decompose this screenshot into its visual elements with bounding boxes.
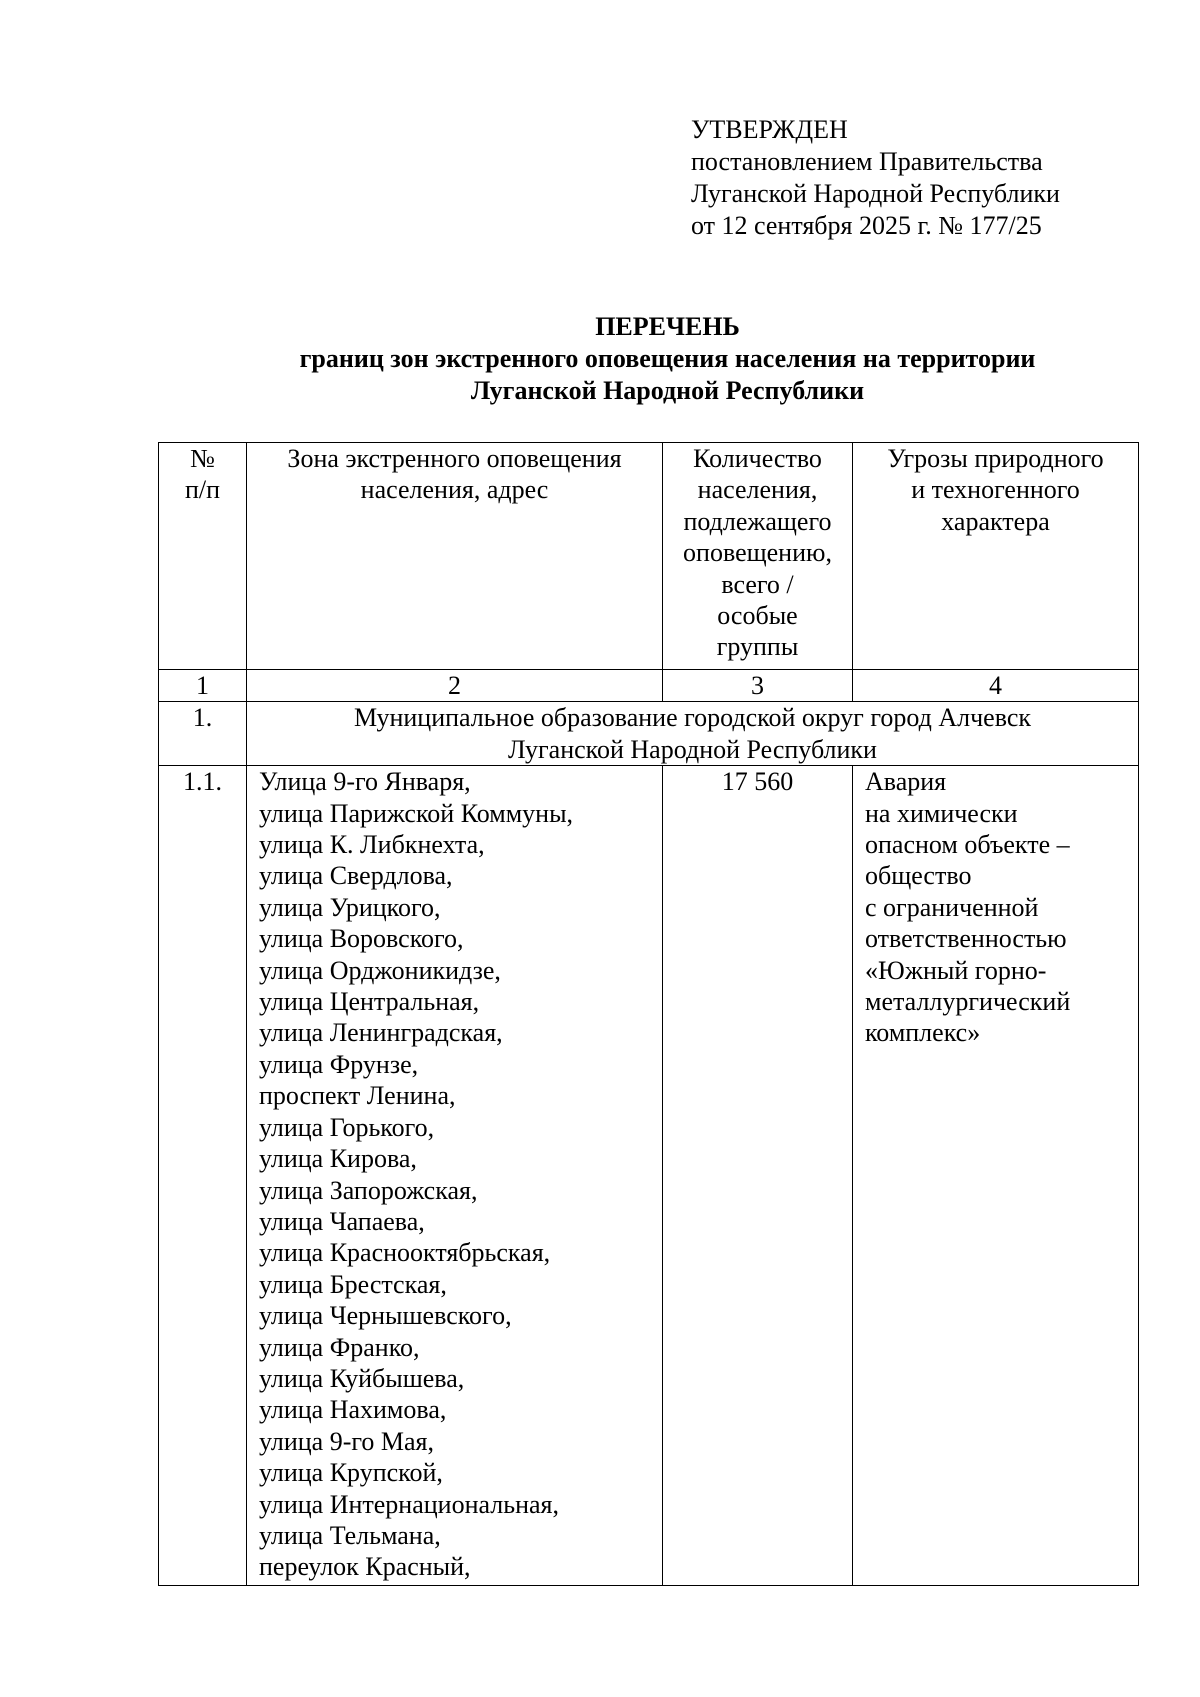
threat-line: ответственностью [865,924,1067,954]
threat-line: общество [865,861,972,891]
column-number-row [159,670,1139,702]
address-item: улица Фрунзе, [259,1049,419,1079]
table-row [159,766,1139,1586]
header-threats: Угрозы природного и техногенного характера [853,443,1139,670]
address-item: улица Нахимова, [259,1395,447,1425]
threat-line: металлургический [865,987,1071,1017]
column-number: 2 [247,670,663,702]
threat-line: Авария [865,767,947,797]
address-item: улица Воровского, [259,924,464,954]
approval-line: Луганской Народной Республики [691,179,1060,208]
approval-line: УТВЕРЖДЕН [691,115,848,144]
column-number: 3 [663,670,853,702]
address-item: улица Свердлова, [259,861,453,891]
document-title [160,311,1175,407]
address-item: улица Запорожская, [259,1175,478,1205]
threat-line: с ограниченной [865,892,1039,922]
address-item: улица Урицкого, [259,892,441,922]
population-count: 17 560 [663,766,853,1586]
approval-line: от 12 сентября 2025 г. № 177/25 [691,211,1042,240]
address-item: улица Тельмана, [259,1520,441,1550]
column-number: 4 [853,670,1139,702]
address-list [247,766,663,1586]
address-item: улица Ленинградская, [259,1018,503,1048]
header-zone: Зона экстренного оповещения населения, адрес [247,443,663,670]
threat-line: «Южный горно- [865,955,1047,985]
row-number: 1.1. [159,766,247,1586]
address-item: улица Орджоникидзе, [259,955,501,985]
table-header-row [159,443,1139,670]
address-item: улица Франко, [259,1332,420,1362]
section-number: 1. [159,702,247,766]
address-item: улица К. Либкнехта, [259,830,485,860]
address-item: улица Брестская, [259,1269,447,1299]
zones-table [158,442,1139,1586]
section-row [159,702,1139,766]
threat-line: опасном объекте – [865,830,1070,860]
section-title: Муниципальное образование городской округ город Алчевск Луганской Народной Республики [247,702,1139,766]
approval-line: постановлением Правительства [691,147,1043,176]
threat-line: комплекс» [865,1018,981,1048]
column-number: 1 [159,670,247,702]
title-heading: ПЕРЕЧЕНЬ [595,312,740,341]
threat-description [853,766,1139,1586]
address-item: улица Чернышевского, [259,1301,512,1331]
address-item: улица Чапаева, [259,1206,425,1236]
address-item: улица Парижской Коммуны, [259,798,574,828]
title-subtitle-line: Луганской Народной Республики [470,376,865,405]
header-population: Количество населения, подлежащего оповещению, всего / особые группы [663,443,853,670]
address-item: улица Краснооктябрьская, [259,1238,551,1268]
address-item: улица Крупской, [259,1458,443,1488]
address-item: Улица 9-го Января, [259,767,471,797]
address-item: проспект Ленина, [259,1081,456,1111]
address-item: улица 9-го Мая, [259,1426,434,1456]
address-item: переулок Красный, [259,1552,471,1582]
address-item: улица Кирова, [259,1144,417,1174]
threat-line: на химически [865,798,1018,828]
address-item: улица Интернациональная, [259,1489,560,1519]
address-item: улица Центральная, [259,987,480,1017]
address-item: улица Куйбышева, [259,1363,465,1393]
header-number: № п/п [159,443,247,670]
address-item: улица Горького, [259,1112,435,1142]
title-subtitle-line: границ зон экстренного оповещения населения на территории [299,344,1036,373]
approval-block [691,114,1060,242]
